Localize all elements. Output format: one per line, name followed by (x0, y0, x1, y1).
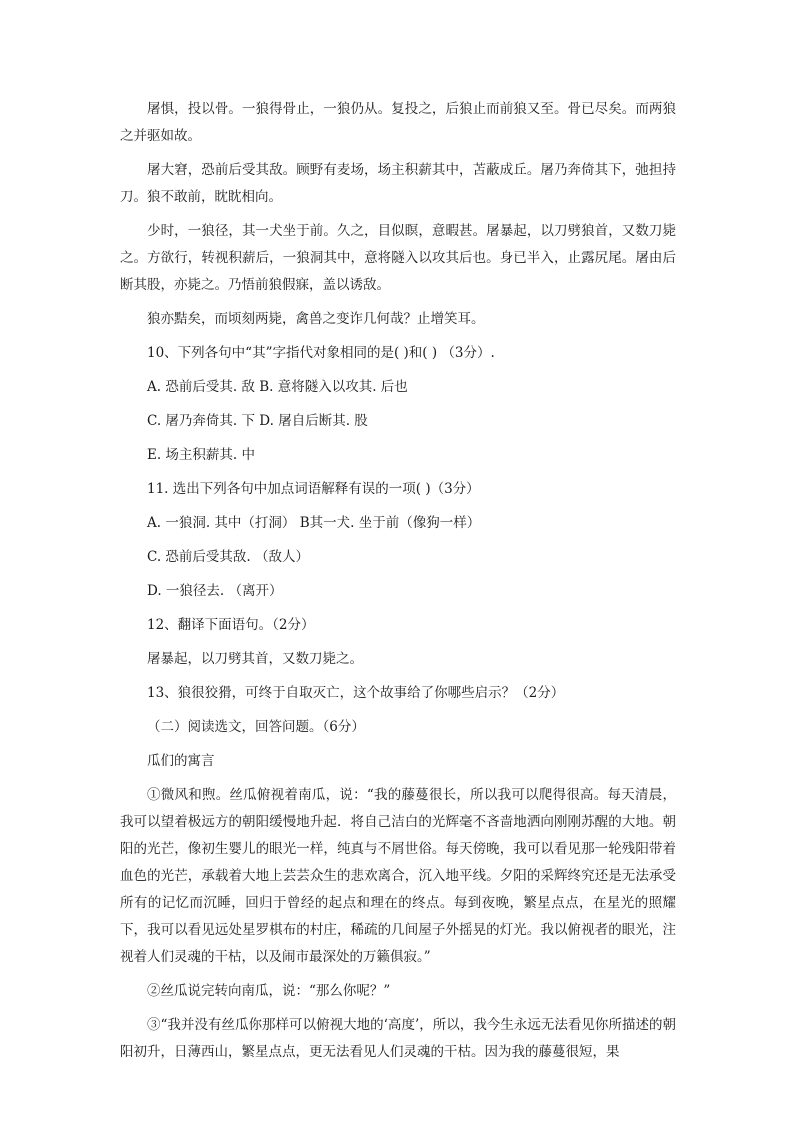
fable-paragraph-2: ②丝瓜说完转向南瓜，说：“那么你呢？” (147, 983, 391, 999)
question-13: 13、狼很狡猾，可终于自取灭亡，这个故事给了你哪些启示？（2分） (147, 685, 565, 701)
fable-paragraph-1: ①微风和煦。丝瓜俯视着南瓜，说：“我的藤蔓很长，所以我可以爬得很高。每天清晨，我可以望着极远方的朝阳缓慢地升起．将自己洁白的光辉毫不吝啬地洒向刚刚苏醒的大地。朝阳的光芒，像初生婴儿的眼光一样，纯真与不屑世俗。每天傍晚，我可以看见那一轮残阳带着血色的光芒，承载着大地上芸芸众生的悲欢离合，沉入地平线。夕阳的采辉终究还是无法承受所有的记忆而沉睡，回归于曾经的起点和理在的终点。每到夜晚，繁星点点，在星光的照耀下，我可以看见远处星罗棋布的村庄，稀疏的几间屋子外摇晃的灯光。我以俯视者的眼光，注视着人们灵魂的干枯，以及闹市最深处的万籁俱寂。” (120, 787, 676, 965)
question-11-option-d: D. 一狼径去. （离开） (147, 583, 283, 599)
passage-paragraph-3: 少时，一狼径，其一犬坐于前。久之，目似瞑，意暇甚。屠暴起，以刀劈狼首，又数刀毙之。方欲行，转视积薪后，一狼洞其中，意将隧入以攻其后也。身已半入，止露尻尾。屠由后断其股，亦毙之。乃悟前狼假寐，盖以诱敌。 (120, 223, 676, 293)
passage-paragraph-2: 屠大窘，恐前后受其敌。顾野有麦场，场主积薪其中，苫蔽成丘。屠乃奔倚其下，弛担持刀。狼不敢前，眈眈相向。 (120, 162, 676, 205)
question-10: 10、下列各句中“其”字指代对象相同的是( )和( ) （3分）. (147, 345, 495, 361)
question-11-option-c: C. 恐前后受其敌. （敌人） (147, 549, 310, 565)
passage-paragraph-4: 狼亦黠矣，而顷刻两毙，禽兽之变诈几何哉？止增笑耳。 (147, 311, 485, 327)
section-2-heading: （二）阅读选文，回答问题。（6分） (147, 719, 365, 735)
question-11: 11. 选出下列各句中加点词语解释有误的一项( )（3分） (147, 481, 480, 497)
question-11-option-ab: A. 一狼洞. 其中（打洞） B其一犬. 坐于前（像狗一样） (147, 515, 481, 531)
question-12: 12、翻译下面语句。（2分） (147, 617, 315, 633)
question-10-option-cd: C. 屠乃奔倚其. 下 D. 屠自后断其. 股 (147, 413, 368, 429)
document-body (120, 96, 676, 1073)
question-12-sentence: 屠暴起，以刀劈其首，又数刀毙之。 (147, 651, 363, 667)
fable-paragraph-3: ③“我并没有丝瓜你那样可以俯视大地的‘高度’，所以，我今生永远无法看见你所描述的朝阳初升，日薄西山，繁星点点，更无法看见人们灵魂的干枯。因为我的藤蔓很短，果 (120, 1017, 676, 1060)
question-10-option-e: E. 场主积薪其. 中 (147, 447, 256, 463)
fable-title: 瓜们的寓言 (147, 753, 215, 769)
passage-paragraph-1: 屠惧，投以骨。一狼得骨止，一狼仍从。复投之，后狼止而前狼又至。骨已尽矣。而两狼之并驱如故。 (120, 101, 676, 144)
question-10-option-ab: A. 恐前后受其. 敌 B. 意将隧入以攻其. 后也 (147, 379, 408, 395)
